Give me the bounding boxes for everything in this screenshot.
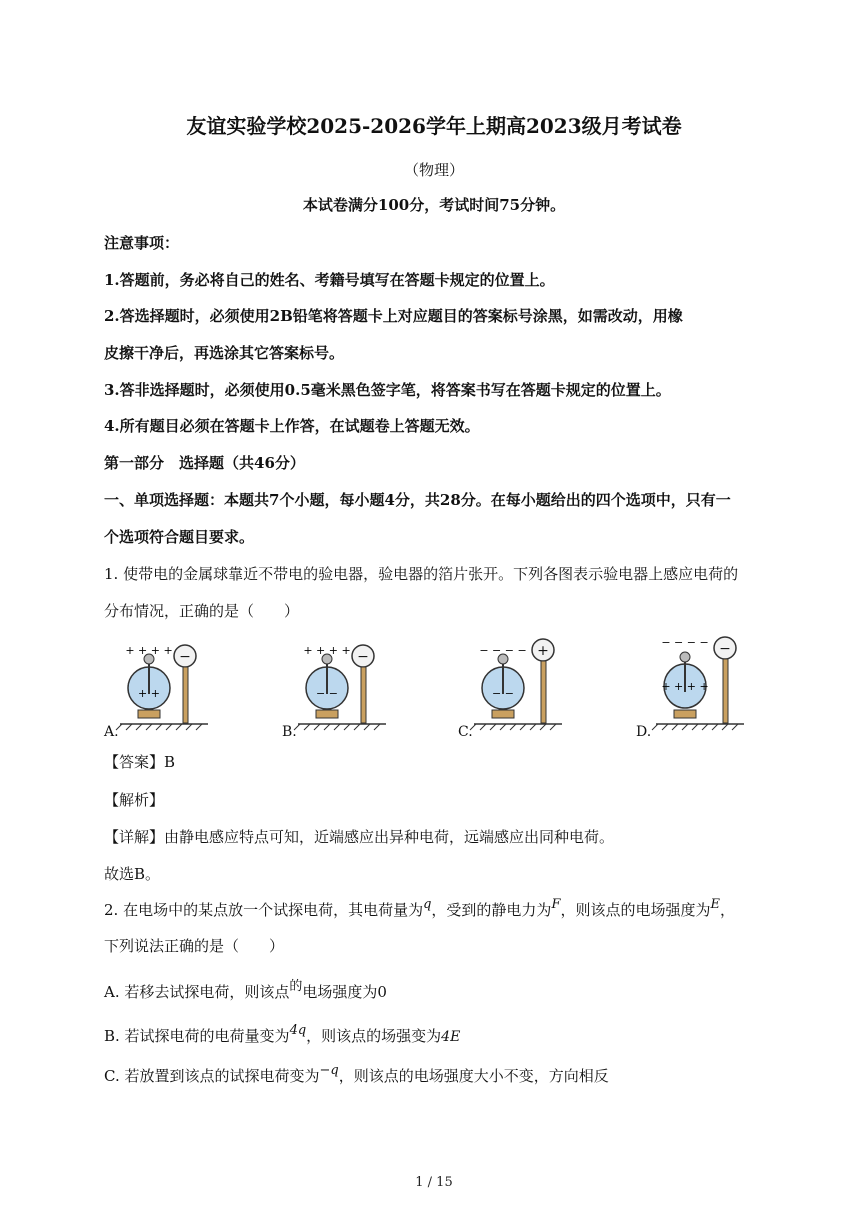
q2-option-b-text2: ，则该点的场强变为	[306, 1027, 442, 1045]
q2-option-b-math1: 4q	[289, 1023, 307, 1038]
q2-stem-part1: 2. 在电场中的某点放一个试探电荷，其电荷量为	[104, 901, 424, 919]
q2-stem-part4: ，	[719, 901, 735, 919]
page-title: 友谊实验学校2025-2026学年上期高2023级月考试卷	[186, 114, 682, 138]
q1-stem-line2: 分布情况，正确的是（ ）	[104, 602, 300, 620]
notice-heading: 注意事项：	[104, 234, 180, 252]
svg-text:−: −	[179, 649, 191, 665]
svg-text:− − − −: − − − −	[661, 636, 709, 649]
svg-text:− −: − −	[492, 687, 514, 700]
electroscope-diagram-b	[290, 632, 400, 734]
q2-option-c	[104, 1063, 609, 1088]
notice-item-3: 3.答非选择题时，必须使用0.5毫米黑色签字笔，将答案书写在答题卡规定的位置上。	[104, 381, 671, 399]
q2-stem-part3: ，则该点的电场强度为	[560, 901, 711, 919]
subject-label: （物理）	[403, 161, 464, 179]
part-title: 第一部分 选择题（共46分）	[104, 454, 305, 472]
electroscope-diagram-a	[112, 632, 222, 734]
q2-charge-symbol: q	[423, 897, 432, 912]
q2-stem-line1	[104, 897, 735, 922]
section-instruction-2: 个选项符合题目要求。	[104, 528, 255, 546]
page-number: 1 / 15	[415, 1175, 453, 1190]
q1-analysis-label: 【解析】	[104, 791, 165, 809]
q2-option-a	[104, 979, 387, 1004]
q1-option-c: C.	[458, 724, 473, 740]
svg-text:− −: − −	[316, 687, 338, 700]
q2-option-a-text1: A. 若移去试探电荷，则该点	[104, 983, 290, 1001]
q2-option-c-text2: ，则该点的电场强度大小不变，方向相反	[338, 1067, 609, 1085]
q2-option-a-text2: 电场强度为0	[302, 983, 387, 1001]
q1-option-a: A.	[104, 724, 119, 740]
q2-force-symbol: F	[551, 897, 561, 912]
electroscope-diagram-c	[466, 632, 576, 734]
q1-detail: 【详解】由静电感应特点可知，近端感应出异种电荷，远端感应出同种电荷。	[104, 828, 615, 846]
q1-option-d: D.	[636, 724, 652, 740]
svg-text:− − − −: − − − −	[479, 644, 527, 657]
svg-text:−: −	[719, 641, 731, 657]
section-instruction-1: 一、单项选择题：本题共7个小题，每小题4分，共28分。在每小题给出的四个选项中，只有一	[104, 491, 731, 509]
q2-option-c-text1: C. 若放置到该点的试探电荷变为	[104, 1067, 320, 1085]
q1-option-b: B.	[282, 724, 297, 740]
q1-conclusion: 故选B。	[104, 865, 161, 883]
exam-info: 本试卷满分100分，考试时间75分钟。	[302, 196, 566, 214]
q2-stem-line2: 下列说法正确的是（ ）	[104, 937, 285, 955]
q2-option-b-text1: B. 若试探电荷的电荷量变为	[104, 1027, 290, 1045]
electroscope-diagram-d	[648, 632, 758, 734]
q1-stem-line1: 1. 使带电的金属球靠近不带电的验电器，验电器的箔片张开。下列各图表示验电器上感应电荷的	[104, 565, 739, 583]
notice-item-2-cont: 皮擦干净后，再选涂其它答案标号。	[104, 344, 345, 362]
svg-text:+ +: + +	[138, 687, 160, 700]
svg-text:+ + + +: + + + +	[303, 644, 351, 657]
q2-option-b-math2: 4E	[441, 1029, 461, 1045]
svg-text:+: +	[537, 643, 549, 659]
q2-stem-part2: ，受到的静电力为	[431, 901, 552, 919]
q2-option-c-math: −q	[319, 1063, 339, 1078]
notice-item-2: 2.答选择题时，必须使用2B铅笔将答题卡上对应题目的答案标号涂黑，如需改动，用橡	[104, 307, 683, 325]
q2-option-b	[104, 1023, 461, 1048]
notice-item-1: 1.答题前，务必将自己的姓名、考籍号填写在答题卡规定的位置上。	[104, 271, 555, 289]
notice-item-4: 4.所有题目必须在答题卡上作答，在试题卷上答题无效。	[104, 417, 480, 435]
q2-field-symbol: E	[710, 897, 720, 912]
svg-text:−: −	[357, 649, 369, 665]
svg-text:+ + + +: + + + +	[125, 644, 173, 657]
q2-option-a-sup: 的	[289, 979, 303, 994]
q1-answer: 【答案】B	[104, 753, 176, 771]
svg-text:+ + + +: + + + +	[661, 680, 709, 693]
